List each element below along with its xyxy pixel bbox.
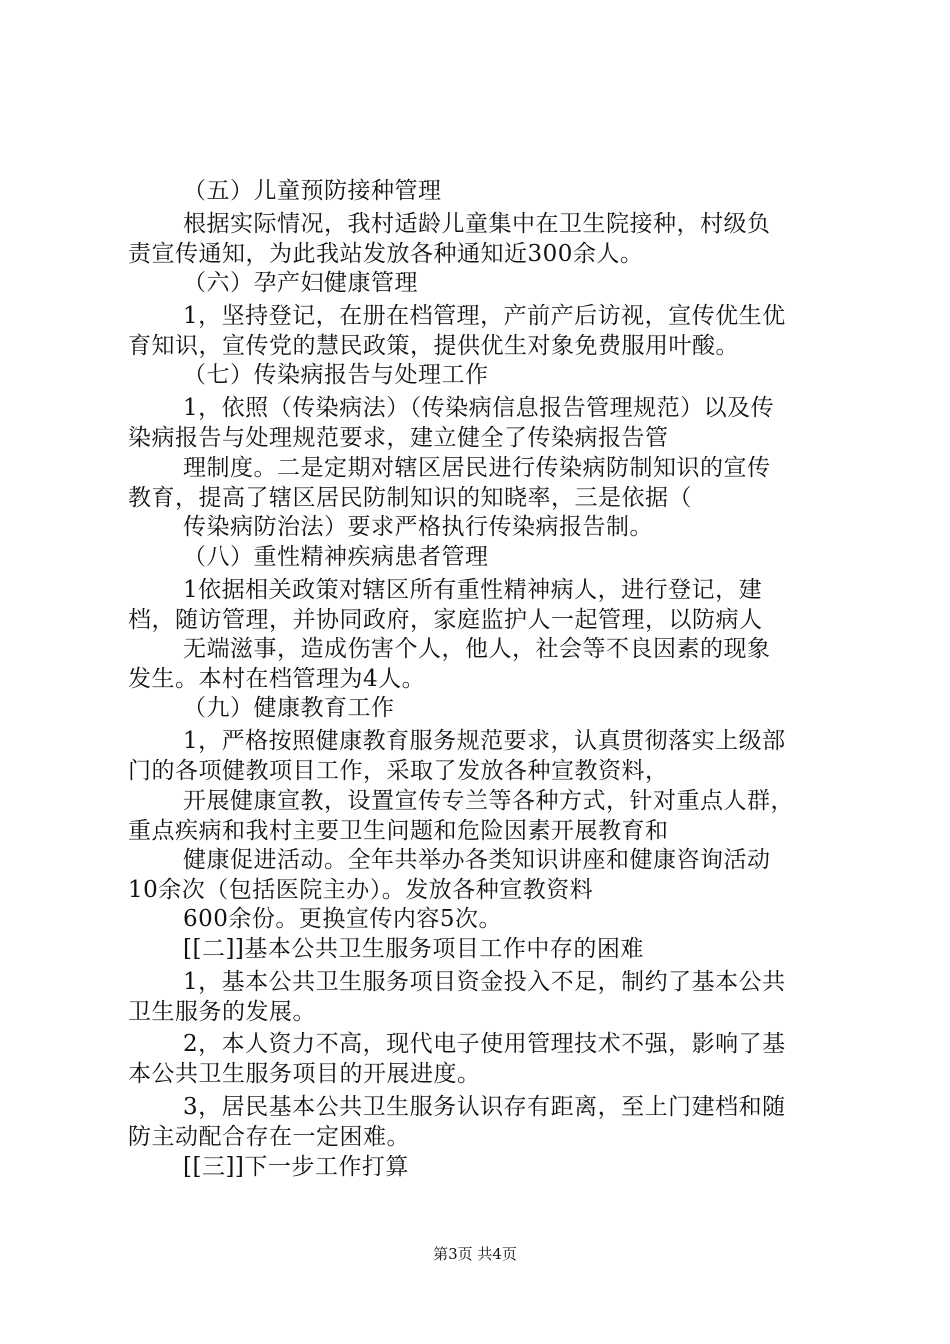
paragraph-line: 理制度。二是定期对辖区居民进行传染病防制知识的宣传 — [183, 455, 771, 481]
paragraph-line: 育知识，宣传党的慧民政策，提供优生对象免费服用叶酸。 — [128, 333, 739, 359]
paragraph-line: 发生。本村在档管理为4人。 — [128, 666, 426, 692]
paragraph-line: 卫生服务的发展。 — [128, 999, 316, 1025]
paragraph-line: 1，坚持登记，在册在档管理，产前产后访视，宣传优生优 — [183, 303, 786, 329]
paragraph-line: 2，本人资力不高，现代电子使用管理技术不强，影响了基 — [183, 1031, 786, 1057]
paragraph-line: 教育，提高了辖区居民防制知识的知晓率，三是依据（ — [128, 485, 692, 511]
paragraph-line: 无端滋事，造成伤害个人，他人，社会等不良因素的现象 — [183, 636, 771, 662]
heading-next-steps: [[三]]下一步工作打算 — [183, 1154, 409, 1180]
paragraph-line: 染病报告与处理规范要求，建立健全了传染病报告管 — [128, 425, 669, 451]
page-footer: 第3页 共4页 — [433, 1245, 517, 1263]
paragraph-line: 600余份。更换宣传内容5次。 — [183, 906, 503, 932]
paragraph-line: 10余次（包括医院主办）。发放各种宣教资料 — [128, 877, 594, 903]
heading-section-8: （八）重性精神疾病患者管理 — [183, 544, 489, 570]
paragraph-line: 1，严格按照健康教育服务规范要求，认真贯彻落实上级部 — [183, 728, 786, 754]
paragraph-line: 3，居民基本公共卫生服务认识存有距离，至上门建档和随 — [183, 1094, 786, 1120]
paragraph-line: 档，随访管理，并协同政府，家庭监护人一起管理，以防病人 — [128, 607, 763, 633]
paragraph-line: 1依据相关政策对辖区所有重性精神病人，进行登记，建 — [183, 577, 763, 603]
heading-section-6: （六）孕产妇健康管理 — [183, 270, 418, 296]
heading-difficulties: [[二]]基本公共卫生服务项目工作中存的困难 — [183, 936, 644, 962]
paragraph-line: 传染病防治法）要求严格执行传染病报告制。 — [183, 514, 653, 540]
paragraph-line: 健康促进活动。全年共举办各类知识讲座和健康咨询活动 — [183, 847, 771, 873]
paragraph-line: 门的各项健教项目工作，采取了发放各种宣教资料， — [128, 758, 669, 784]
heading-section-5: （五）儿童预防接种管理 — [183, 178, 442, 204]
paragraph-line: 1，依照（传染病法）（传染病信息报告管理规范）以及传 — [183, 395, 775, 421]
heading-section-9: （九）健康教育工作 — [183, 695, 395, 721]
paragraph-line: 重点疾病和我村主要卫生问题和危险因素开展教育和 — [128, 818, 669, 844]
paragraph-line: 开展健康宣教，设置宣传专兰等各种方式，针对重点人群， — [183, 788, 794, 814]
paragraph-line: 本公共卫生服务项目的开展进度。 — [128, 1061, 481, 1087]
paragraph-line: 1，基本公共卫生服务项目资金投入不足，制约了基本公共 — [183, 969, 786, 995]
heading-section-7: （七）传染病报告与处理工作 — [183, 362, 489, 388]
paragraph-line: 根据实际情况，我村适龄儿童集中在卫生院接种，村级负 — [183, 211, 771, 237]
paragraph-line: 防主动配合存在一定困难。 — [128, 1124, 410, 1150]
paragraph-line: 责宣传通知，为此我站发放各种通知近300余人。 — [128, 241, 644, 267]
